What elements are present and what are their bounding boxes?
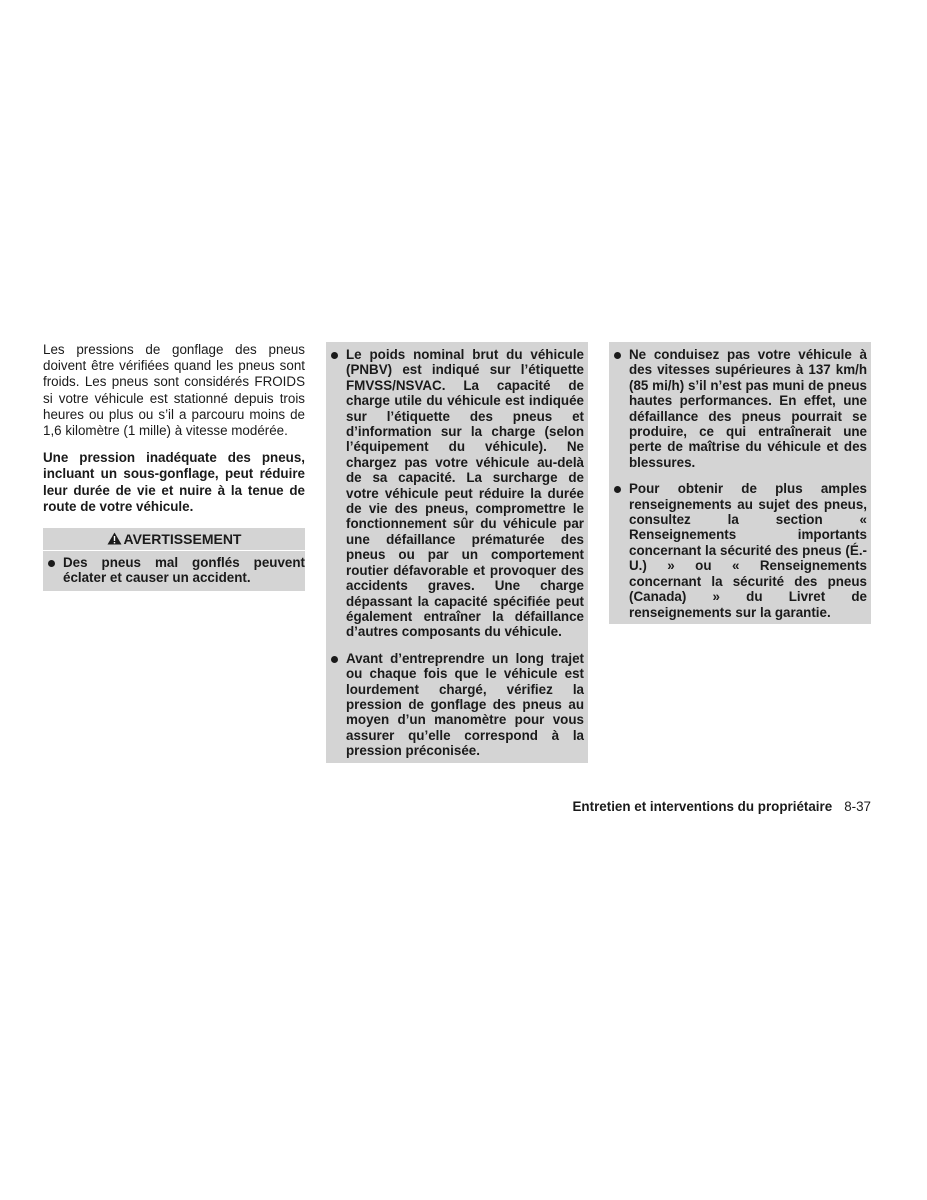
warning-item — [43, 555, 305, 586]
list-item — [609, 347, 867, 470]
page-footer — [400, 798, 871, 816]
warning-header — [43, 528, 305, 551]
warning-triangle-icon — [107, 532, 122, 545]
list-item-text: Pour obtenir de plus amples renseignements au sujet des pneus, consultez la section « Renseignements importants concernant la sécurité des pneus (É.-U.) » ou « Renseignements concernant la sécurité des pneus (Canada) » du Livret de renseignements sur la garantie. — [629, 481, 867, 620]
caution-box-right — [609, 342, 871, 624]
list-item-text: Ne conduisez pas votre véhicule à des vitesses supérieures à 137 km/h (85 mi/h) s’il n’est pas muni de pneus hautes performances. En effet, une défaillance des pneus pourrait se produire, ce qui entraînerait une perte de maîtrise du véhicule et des blessures. — [629, 347, 867, 470]
warning-box — [43, 528, 305, 591]
bullet-icon — [614, 486, 621, 493]
page-number: 8-37 — [844, 799, 871, 814]
bullet-icon — [614, 352, 621, 359]
warning-title: AVERTISSEMENT — [123, 531, 242, 548]
list-item — [609, 481, 867, 620]
column-middle — [326, 342, 588, 763]
bullet-icon — [331, 352, 338, 359]
bullet-icon — [331, 656, 338, 663]
list-item-text: Avant d’entreprendre un long trajet ou chaque fois que le véhicule est lourdement chargé, vérifiez la pression de gonflage des pneus au moyen d’un manomètre pour vous assurer qu’elle correspond à la pression préconisée. — [346, 650, 584, 759]
bold-note-paragraph: Une pression inadéquate des pneus, incluant un sous-gonflage, peut réduire leur durée de vie et nuire à la tenue de route de votre véhicule. — [43, 450, 305, 514]
list-item-text: Le poids nominal brut du véhicule (PNBV) est indiqué sur l’étiquette FMVSS/NSVAC. La capacité de charge utile du véhicule est indiquée sur l’étiquette des pneus et d’information sur la charge (selon l’équipement du véhicule). Ne chargez pas votre véhicule au-delà de sa capacité. La surcharge de votre véhicule peut réduire la durée de vie des pneus, compromettre le fonctionnement sûr du véhicule par une défaillance prématurée des pneus ou par un comportement routier défavorable et provoquer des accidents graves. Une charge dépassant la capacité spécifiée peut également entraîner la défaillance d’autres composants du véhicule. — [346, 347, 584, 640]
list-item — [326, 651, 584, 759]
footer-section-title: Entretien et interventions du propriétaire — [572, 799, 833, 814]
caution-box-middle — [326, 342, 588, 763]
column-left — [43, 342, 305, 591]
column-right — [609, 342, 871, 624]
intro-paragraph: Les pressions de gonflage des pneus doivent être vérifiées quand les pneus sont froids. Les pneus sont considérés FROIDS si votre véhicule est stationné depuis trois heures ou plus ou s’il a parcouru moins de 1,6 kilomètre (1 mille) à vitesse modérée. — [43, 342, 305, 439]
warning-item-text: Des pneus mal gonflés peuvent éclater et causer un accident. — [63, 555, 305, 586]
bullet-icon — [48, 560, 55, 567]
list-item — [326, 347, 584, 640]
